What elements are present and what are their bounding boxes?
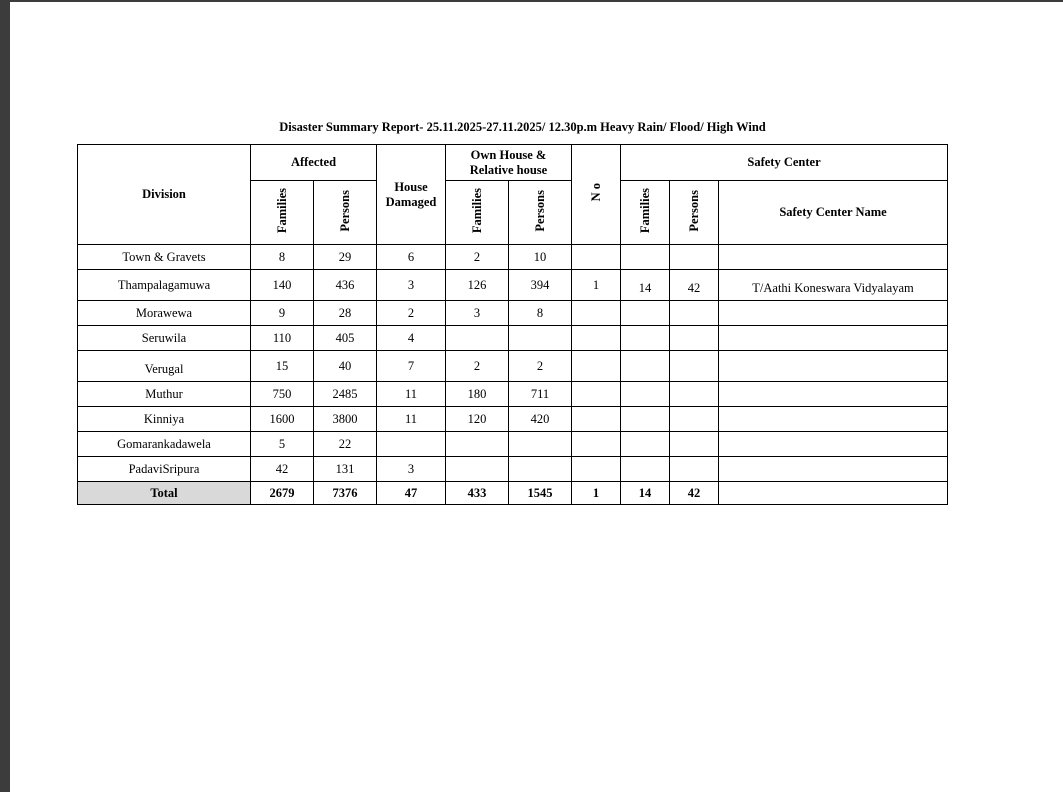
total-row — [78, 482, 948, 505]
cell-sc-families — [621, 382, 670, 407]
cell-aff-families: 1600 — [251, 407, 314, 432]
cell-no: 1 — [572, 270, 621, 301]
cell-no — [572, 407, 621, 432]
table-row — [78, 407, 948, 432]
cell-sc-persons — [670, 457, 719, 482]
header-affected-persons-label: Persons — [337, 189, 352, 232]
cell-own-families: 2 — [446, 245, 509, 270]
cell-sc-families: 14 — [621, 270, 670, 301]
total-aff-persons: 7376 — [314, 482, 377, 505]
cell-house-damaged — [377, 432, 446, 457]
cell-no — [572, 382, 621, 407]
header-own-families-label: Families — [469, 187, 484, 234]
cell-sc-persons — [670, 432, 719, 457]
cell-aff-persons: 40 — [314, 351, 377, 382]
header-sc-families — [621, 181, 670, 245]
cell-own-persons: 394 — [509, 270, 572, 301]
header-sc-name: Safety Center Name — [719, 181, 948, 245]
cell-sc-persons — [670, 382, 719, 407]
cell-sc-name — [719, 326, 948, 351]
total-own-families: 433 — [446, 482, 509, 505]
cell-sc-name — [719, 407, 948, 432]
header-own-families — [446, 181, 509, 245]
cell-aff-families: 5 — [251, 432, 314, 457]
cell-house-damaged: 2 — [377, 301, 446, 326]
disaster-summary-table — [77, 144, 948, 505]
total-sc-name — [719, 482, 948, 505]
document-page — [10, 2, 1063, 792]
cell-own-persons: 711 — [509, 382, 572, 407]
cell-own-families — [446, 326, 509, 351]
cell-division: Verugal — [78, 351, 251, 382]
cell-sc-name: T/Aathi Koneswara Vidyalayam — [719, 270, 948, 301]
cell-aff-families: 9 — [251, 301, 314, 326]
cell-sc-name — [719, 245, 948, 270]
cell-sc-persons — [670, 407, 719, 432]
header-no — [572, 145, 621, 245]
cell-aff-persons: 28 — [314, 301, 377, 326]
cell-house-damaged: 7 — [377, 351, 446, 382]
cell-sc-persons — [670, 326, 719, 351]
cell-own-persons: 8 — [509, 301, 572, 326]
table-row — [78, 432, 948, 457]
cell-division: Muthur — [78, 382, 251, 407]
total-sc-families: 14 — [621, 482, 670, 505]
report-title: Disaster Summary Report- 25.11.2025-27.11.2025/ 12.30p.m Heavy Rain/ Flood/ High Wind — [279, 120, 766, 134]
table-row — [78, 245, 948, 270]
cell-division: PadaviSripura — [78, 457, 251, 482]
table-row — [78, 351, 948, 382]
cell-sc-families — [621, 432, 670, 457]
cell-sc-families — [621, 351, 670, 382]
table-row — [78, 457, 948, 482]
total-sc-persons: 42 — [670, 482, 719, 505]
cell-sc-name — [719, 382, 948, 407]
cell-aff-families: 110 — [251, 326, 314, 351]
header-own-house: Own House & Relative house — [446, 145, 572, 181]
total-aff-families: 2679 — [251, 482, 314, 505]
cell-sc-name — [719, 351, 948, 382]
cell-no — [572, 245, 621, 270]
cell-sc-families — [621, 326, 670, 351]
cell-no — [572, 432, 621, 457]
cell-aff-families: 42 — [251, 457, 314, 482]
cell-house-damaged: 6 — [377, 245, 446, 270]
cell-own-families: 3 — [446, 301, 509, 326]
header-affected-persons — [314, 181, 377, 245]
cell-aff-families: 15 — [251, 351, 314, 382]
cell-sc-persons — [670, 245, 719, 270]
header-no-label: N o — [588, 183, 603, 202]
header-affected-families-label: Families — [274, 187, 289, 234]
cell-house-damaged: 3 — [377, 457, 446, 482]
total-house-damaged: 47 — [377, 482, 446, 505]
cell-division: Seruwila — [78, 326, 251, 351]
header-sc-persons — [670, 181, 719, 245]
total-own-persons: 1545 — [509, 482, 572, 505]
cell-sc-families — [621, 301, 670, 326]
cell-aff-persons: 2485 — [314, 382, 377, 407]
total-label: Total — [78, 482, 251, 505]
cell-sc-name — [719, 457, 948, 482]
header-affected: Affected — [251, 145, 377, 181]
header-affected-families — [251, 181, 314, 245]
cell-own-persons — [509, 432, 572, 457]
table-row — [78, 382, 948, 407]
header-division: Division — [78, 145, 251, 245]
cell-house-damaged: 4 — [377, 326, 446, 351]
cell-sc-name — [719, 301, 948, 326]
header-house-damaged: House Damaged — [377, 145, 446, 245]
table-row — [78, 326, 948, 351]
cell-own-persons — [509, 457, 572, 482]
cell-aff-persons: 22 — [314, 432, 377, 457]
cell-own-persons: 10 — [509, 245, 572, 270]
cell-sc-persons — [670, 301, 719, 326]
cell-division: Thampalagamuwa — [78, 270, 251, 301]
cell-no — [572, 326, 621, 351]
cell-own-persons: 420 — [509, 407, 572, 432]
cell-own-persons — [509, 326, 572, 351]
table-row — [78, 301, 948, 326]
cell-aff-families: 140 — [251, 270, 314, 301]
cell-aff-families: 8 — [251, 245, 314, 270]
cell-division: Kinniya — [78, 407, 251, 432]
cell-own-families: 120 — [446, 407, 509, 432]
cell-own-persons: 2 — [509, 351, 572, 382]
cell-sc-persons — [670, 351, 719, 382]
header-sc-persons-label: Persons — [686, 189, 701, 232]
header-own-persons-label: Persons — [532, 189, 547, 232]
cell-own-families — [446, 457, 509, 482]
cell-aff-persons: 3800 — [314, 407, 377, 432]
cell-house-damaged: 11 — [377, 382, 446, 407]
cell-division: Morawewa — [78, 301, 251, 326]
total-no: 1 — [572, 482, 621, 505]
cell-sc-persons: 42 — [670, 270, 719, 301]
table-row — [78, 270, 948, 301]
cell-own-families: 126 — [446, 270, 509, 301]
cell-division: Town & Gravets — [78, 245, 251, 270]
cell-aff-persons: 436 — [314, 270, 377, 301]
cell-own-families: 180 — [446, 382, 509, 407]
cell-sc-families — [621, 457, 670, 482]
cell-own-families — [446, 432, 509, 457]
cell-aff-persons: 405 — [314, 326, 377, 351]
cell-division: Gomarankadawela — [78, 432, 251, 457]
header-sc-families-label: Families — [637, 187, 652, 234]
cell-aff-persons: 29 — [314, 245, 377, 270]
cell-aff-persons: 131 — [314, 457, 377, 482]
cell-no — [572, 457, 621, 482]
header-safety-center: Safety Center — [621, 145, 948, 181]
cell-sc-families — [621, 245, 670, 270]
cell-no — [572, 351, 621, 382]
cell-no — [572, 301, 621, 326]
cell-own-families: 2 — [446, 351, 509, 382]
cell-aff-families: 750 — [251, 382, 314, 407]
cell-sc-name — [719, 432, 948, 457]
cell-sc-families — [621, 407, 670, 432]
cell-house-damaged: 3 — [377, 270, 446, 301]
cell-house-damaged: 11 — [377, 407, 446, 432]
header-own-persons — [509, 181, 572, 245]
